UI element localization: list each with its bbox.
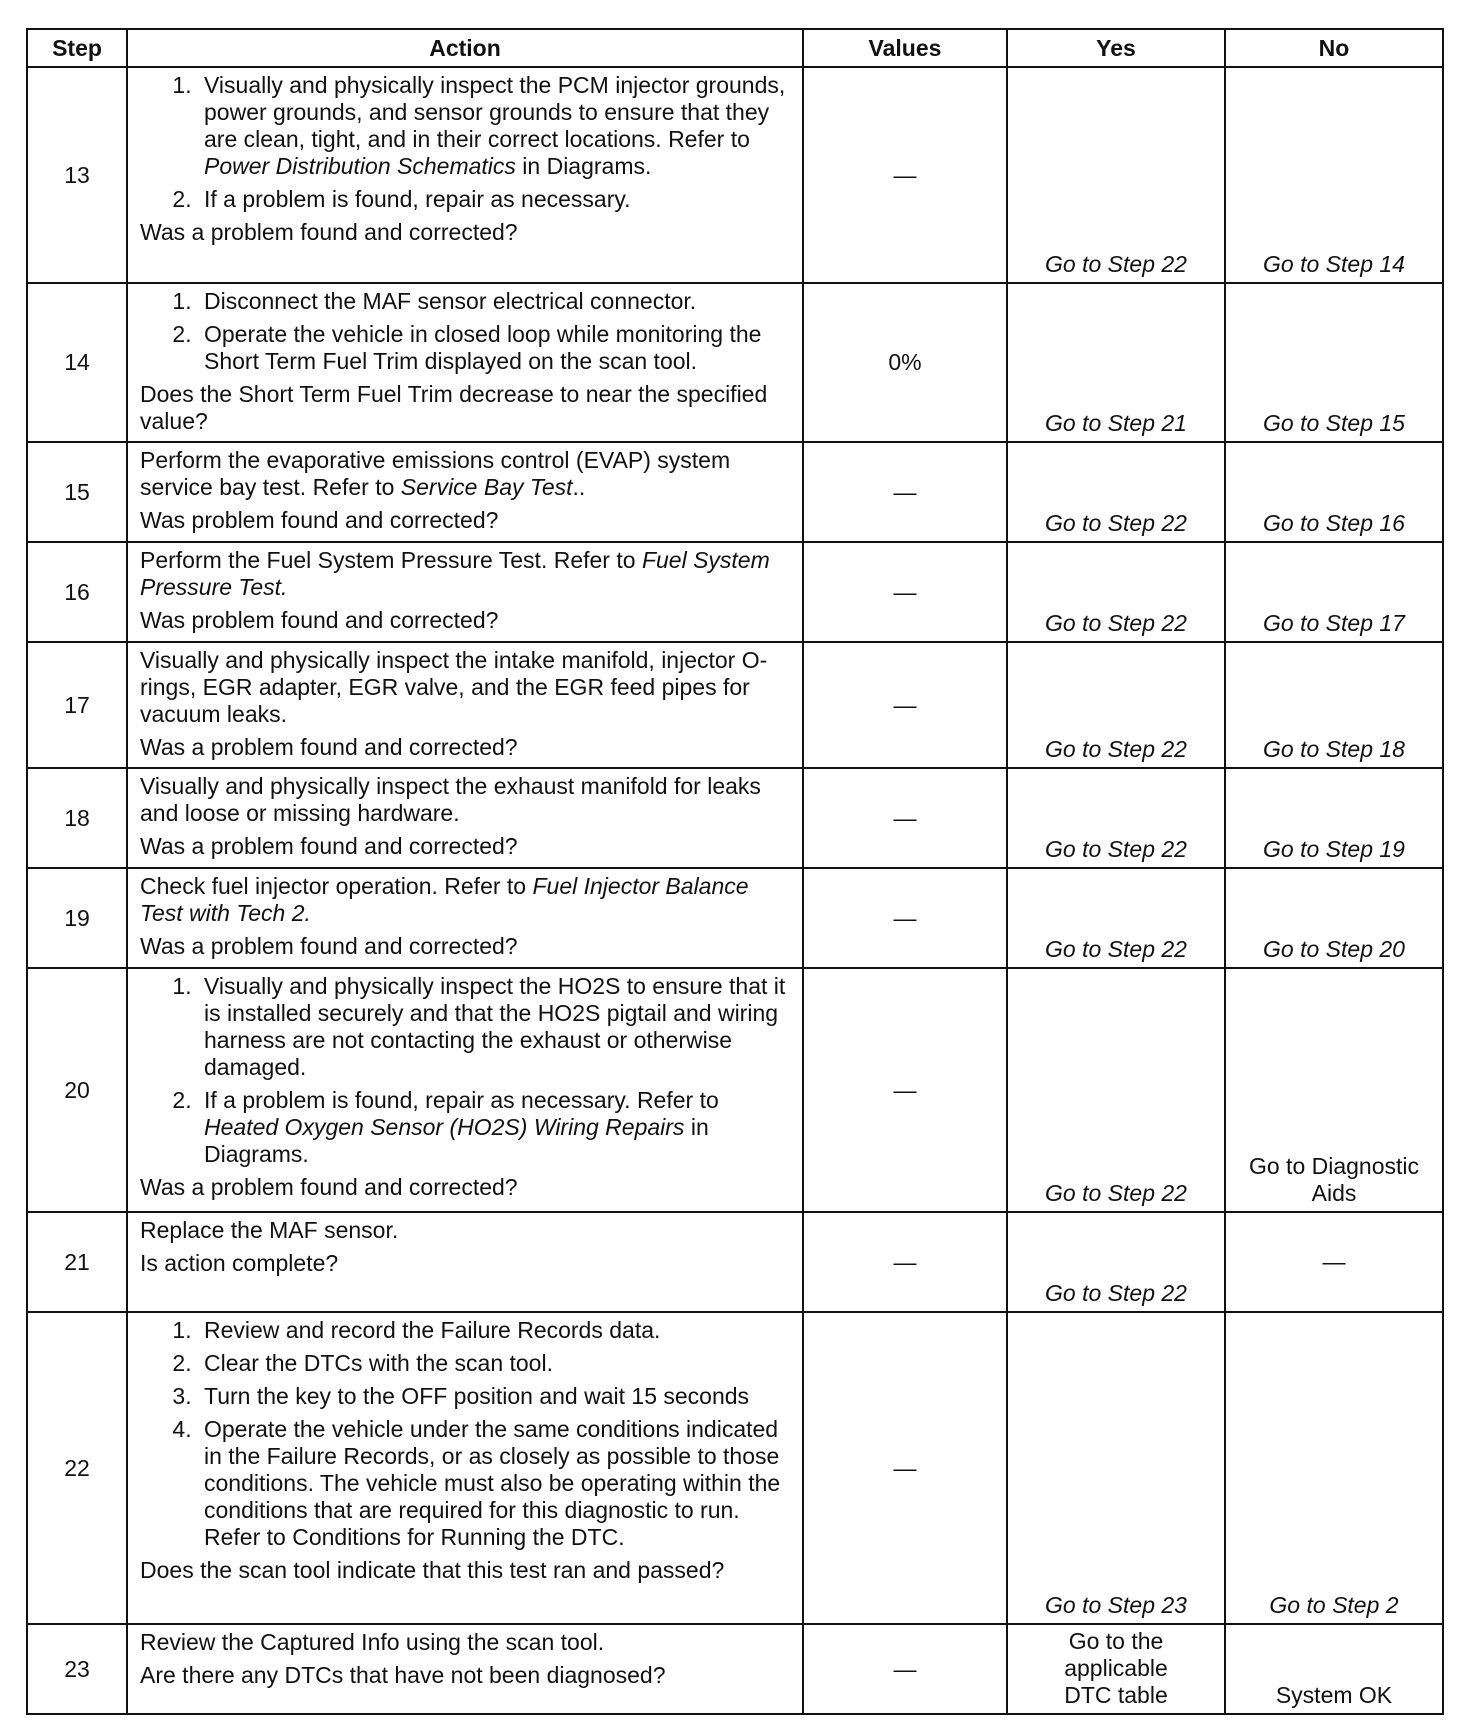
action-question: Are there any DTCs that have not been diagnosed? bbox=[140, 1662, 666, 1688]
yes-result: Go to Step 22 bbox=[1045, 1180, 1187, 1206]
no-result: Go to Step 17 bbox=[1263, 610, 1405, 636]
action-cell bbox=[127, 642, 803, 768]
value-cell: — bbox=[803, 968, 1007, 1212]
table-row bbox=[27, 1624, 1443, 1714]
yes-result: Go to Step 22 bbox=[1045, 510, 1187, 536]
action-cell bbox=[127, 67, 803, 283]
no-result: System OK bbox=[1275, 1682, 1393, 1708]
yes-cell bbox=[1007, 1624, 1225, 1714]
action-cell bbox=[127, 968, 803, 1212]
value-cell: — bbox=[803, 1212, 1007, 1312]
action-question: Was a problem found and corrected? bbox=[140, 933, 518, 959]
col-header-yes: Yes bbox=[1007, 29, 1225, 67]
step-number: 17 bbox=[27, 642, 127, 768]
no-cell bbox=[1225, 868, 1443, 968]
step-number: 23 bbox=[27, 1624, 127, 1714]
no-result: Go to Step 15 bbox=[1263, 410, 1405, 436]
action-question: Does the Short Term Fuel Trim decrease to near the specified value? bbox=[140, 381, 768, 434]
action-text: Check fuel injector operation. Refer to Fuel Injector Balance Test with Tech 2. bbox=[140, 873, 749, 926]
col-header-values: Values bbox=[803, 29, 1007, 67]
action-cell bbox=[127, 442, 803, 542]
col-header-action: Action bbox=[127, 29, 803, 67]
action-cell bbox=[127, 283, 803, 442]
no-cell bbox=[1225, 1624, 1443, 1714]
table-row bbox=[27, 1312, 1443, 1624]
action-question: Was a problem found and corrected? bbox=[140, 1174, 518, 1200]
col-header-no: No bbox=[1225, 29, 1443, 67]
yes-cell bbox=[1007, 868, 1225, 968]
yes-cell bbox=[1007, 1312, 1225, 1624]
action-item: 1. Review and record the Failure Records data. bbox=[198, 1317, 794, 1344]
yes-result: Go to Step 22 bbox=[1045, 836, 1187, 862]
table-row bbox=[27, 968, 1443, 1212]
no-result: Go to Diagnostic Aids bbox=[1248, 1153, 1420, 1206]
action-cell bbox=[127, 868, 803, 968]
value-cell: — bbox=[803, 1312, 1007, 1624]
yes-cell bbox=[1007, 542, 1225, 642]
value-cell: — bbox=[803, 67, 1007, 283]
yes-result: Go to the applicable DTC table bbox=[1064, 1628, 1168, 1708]
action-question: Is action complete? bbox=[140, 1250, 339, 1276]
action-cell bbox=[127, 1312, 803, 1624]
action-cell bbox=[127, 542, 803, 642]
no-cell bbox=[1225, 283, 1443, 442]
table-row bbox=[27, 283, 1443, 442]
diagnostic-table bbox=[26, 28, 1444, 1715]
action-text: Visually and physically inspect the intake manifold, injector O-rings, EGR adapter, EGR valve, and the EGR feed pipes for vacuum leaks. bbox=[140, 647, 768, 727]
no-cell bbox=[1225, 1312, 1443, 1624]
yes-result: Go to Step 22 bbox=[1045, 610, 1187, 636]
yes-result: Go to Step 22 bbox=[1045, 1280, 1187, 1306]
no-cell bbox=[1225, 1212, 1443, 1312]
no-result: Go to Step 20 bbox=[1263, 936, 1405, 962]
action-question: Was problem found and corrected? bbox=[140, 507, 499, 533]
step-number: 16 bbox=[27, 542, 127, 642]
no-result: Go to Step 14 bbox=[1263, 251, 1405, 277]
action-item: 3. Turn the key to the OFF position and wait 15 seconds bbox=[198, 1383, 794, 1410]
yes-cell bbox=[1007, 968, 1225, 1212]
action-item: 1. Visually and physically inspect the HO2S to ensure that it is installed securely and that the HO2S pigtail and wiring harness are not contacting the exhaust or otherwise damaged. bbox=[198, 973, 794, 1081]
table-row bbox=[27, 442, 1443, 542]
table-row bbox=[27, 768, 1443, 868]
action-item: 2. If a problem is found, repair as necessary. bbox=[198, 186, 794, 213]
action-cell bbox=[127, 768, 803, 868]
action-question: Was a problem found and corrected? bbox=[140, 734, 518, 760]
action-question: Was problem found and corrected? bbox=[140, 607, 499, 633]
action-item: 4. Operate the vehicle under the same conditions indicated in the Failure Records, or as closely as possible to those conditions. The vehicle must also be operating within the conditions that are required for this diagnostic to run. Refer to Conditions for Running the DTC. bbox=[198, 1416, 794, 1551]
step-number: 14 bbox=[27, 283, 127, 442]
table-row bbox=[27, 67, 1443, 283]
action-cell bbox=[127, 1212, 803, 1312]
no-result: Go to Step 2 bbox=[1269, 1592, 1399, 1618]
yes-cell bbox=[1007, 442, 1225, 542]
action-question: Does the scan tool indicate that this test ran and passed? bbox=[140, 1557, 725, 1583]
yes-result: Go to Step 22 bbox=[1045, 251, 1187, 277]
value-cell: — bbox=[803, 1624, 1007, 1714]
value-cell: — bbox=[803, 642, 1007, 768]
step-number: 20 bbox=[27, 968, 127, 1212]
action-item: 1. Visually and physically inspect the PCM injector grounds, power grounds, and sensor grounds to ensure that they are clean, tight, and in their correct locations. Refer to Power Distribution Schematics in Diagrams. bbox=[198, 72, 794, 180]
yes-cell bbox=[1007, 67, 1225, 283]
yes-result: Go to Step 21 bbox=[1045, 410, 1187, 436]
table-row bbox=[27, 1212, 1443, 1312]
step-number: 22 bbox=[27, 1312, 127, 1624]
step-number: 18 bbox=[27, 768, 127, 868]
action-question: Was a problem found and corrected? bbox=[140, 833, 518, 859]
no-result: Go to Step 16 bbox=[1263, 510, 1405, 536]
action-item: 2. Clear the DTCs with the scan tool. bbox=[198, 1350, 794, 1377]
action-item: 2. Operate the vehicle in closed loop while monitoring the Short Term Fuel Trim displayed on the scan tool. bbox=[198, 321, 794, 375]
table-row bbox=[27, 868, 1443, 968]
step-number: 13 bbox=[27, 67, 127, 283]
value-cell: 0% bbox=[803, 283, 1007, 442]
no-result: Go to Step 19 bbox=[1263, 836, 1405, 862]
yes-result: Go to Step 22 bbox=[1045, 736, 1187, 762]
value-cell: — bbox=[803, 442, 1007, 542]
no-result: Go to Step 18 bbox=[1263, 736, 1405, 762]
yes-cell bbox=[1007, 642, 1225, 768]
header-row bbox=[27, 29, 1443, 67]
no-cell bbox=[1225, 542, 1443, 642]
action-text: Perform the evaporative emissions control (EVAP) system service bay test. Refer to Service Bay Test.. bbox=[140, 447, 731, 500]
action-cell bbox=[127, 1624, 803, 1714]
no-cell bbox=[1225, 642, 1443, 768]
action-text: Perform the Fuel System Pressure Test. Refer to Fuel System Pressure Test. bbox=[140, 547, 770, 600]
action-question: Was a problem found and corrected? bbox=[140, 219, 518, 245]
value-cell: — bbox=[803, 768, 1007, 868]
no-cell bbox=[1225, 768, 1443, 868]
value-cell: — bbox=[803, 868, 1007, 968]
action-item: 1. Disconnect the MAF sensor electrical connector. bbox=[198, 288, 794, 315]
yes-result: Go to Step 23 bbox=[1045, 1592, 1187, 1618]
no-result: — bbox=[1322, 1248, 1346, 1275]
yes-cell bbox=[1007, 283, 1225, 442]
table-row bbox=[27, 642, 1443, 768]
col-header-step: Step bbox=[27, 29, 127, 67]
step-number: 21 bbox=[27, 1212, 127, 1312]
yes-cell bbox=[1007, 1212, 1225, 1312]
yes-cell bbox=[1007, 768, 1225, 868]
action-text: Review the Captured Info using the scan tool. bbox=[140, 1629, 605, 1655]
no-cell bbox=[1225, 442, 1443, 542]
no-cell bbox=[1225, 968, 1443, 1212]
step-number: 15 bbox=[27, 442, 127, 542]
action-item: 2. If a problem is found, repair as necessary. Refer to Heated Oxygen Sensor (HO2S) Wiring Repairs in Diagrams. bbox=[198, 1087, 794, 1168]
action-text: Visually and physically inspect the exhaust manifold for leaks and loose or missing hardware. bbox=[140, 773, 761, 826]
no-cell bbox=[1225, 67, 1443, 283]
action-text: Replace the MAF sensor. bbox=[140, 1217, 399, 1243]
table-row bbox=[27, 542, 1443, 642]
step-number: 19 bbox=[27, 868, 127, 968]
yes-result: Go to Step 22 bbox=[1045, 936, 1187, 962]
value-cell: — bbox=[803, 542, 1007, 642]
